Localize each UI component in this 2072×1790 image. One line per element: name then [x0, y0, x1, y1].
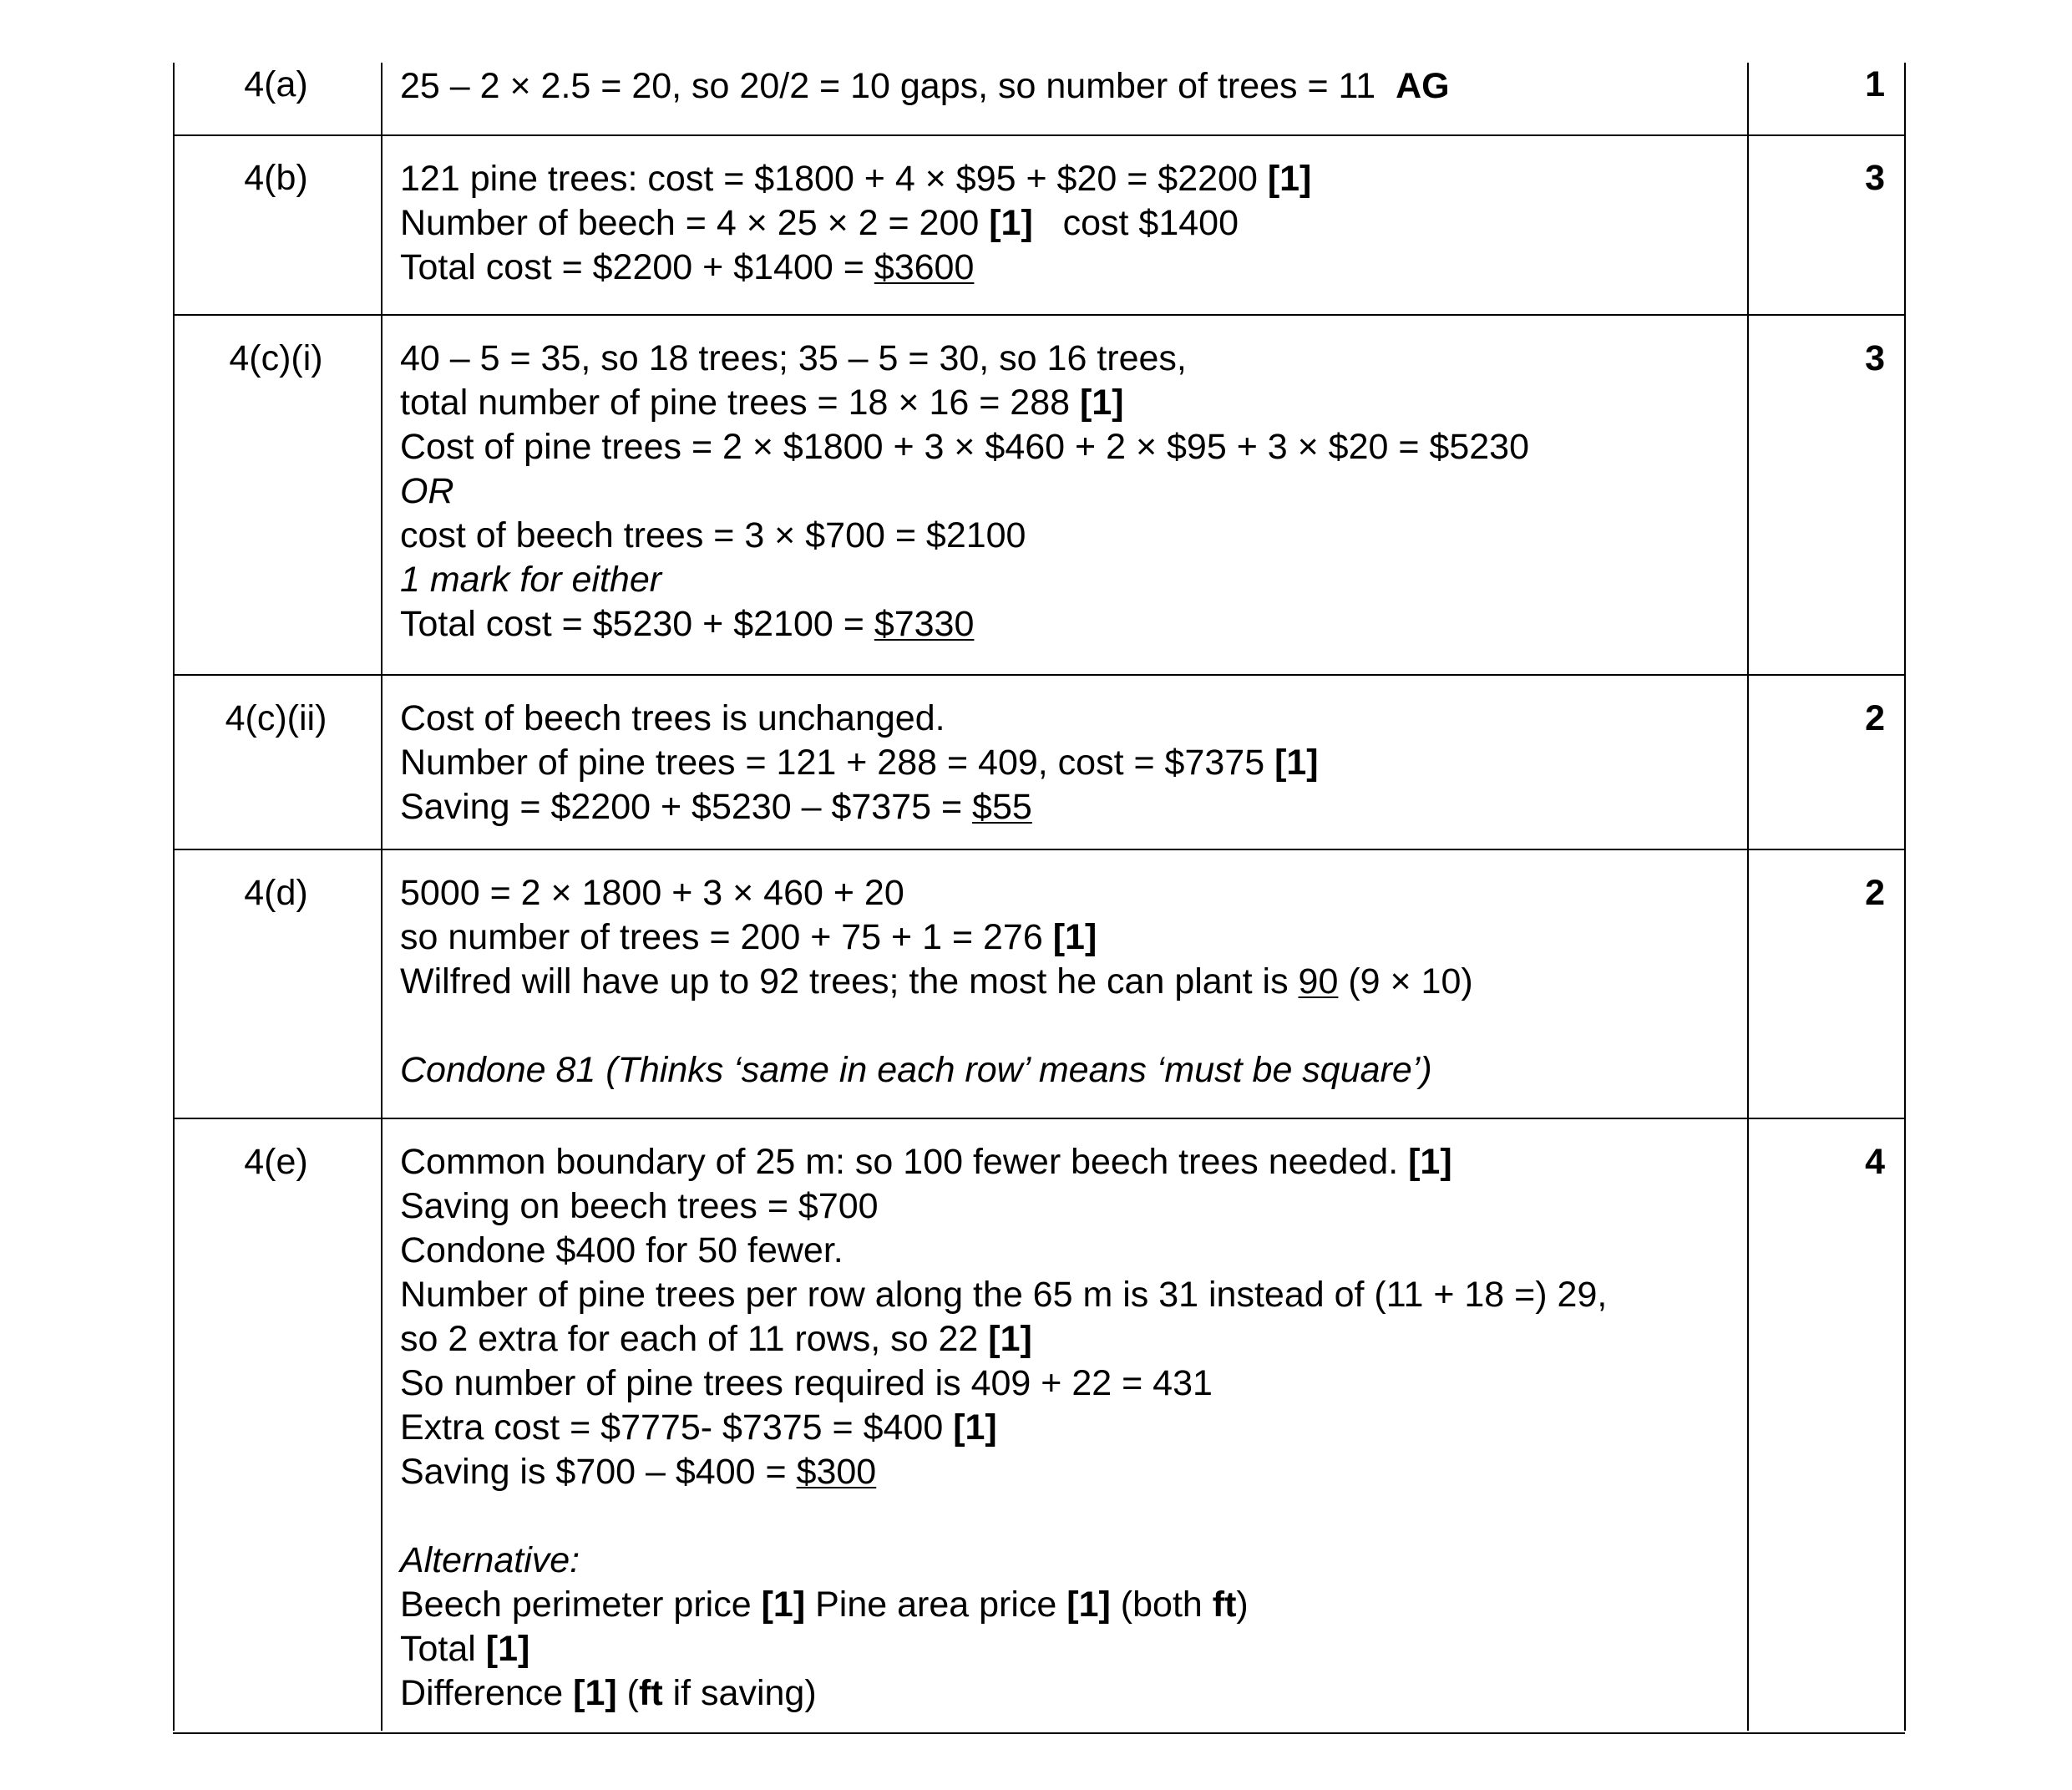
answer-line — [400, 1273, 1736, 1317]
answer-text: (9 × 10) — [1338, 961, 1473, 1001]
answer-text: Beech perimeter price — [400, 1585, 762, 1625]
marks-cell — [1749, 136, 1905, 314]
answer-line — [400, 602, 1736, 647]
table-row — [173, 63, 1905, 136]
mark-token: [1] — [1066, 1585, 1111, 1625]
answer-line — [400, 1450, 1736, 1494]
table-row — [173, 136, 1905, 316]
mark-token: [1] — [761, 1585, 806, 1625]
answer-line — [400, 1671, 1736, 1716]
answer-text: 121 pine trees: cost = $1800 + 4 × $95 + $20 = $2200 — [400, 159, 1268, 199]
final-answer: 90 — [1298, 961, 1339, 1001]
mark-token: AG — [1396, 66, 1450, 106]
marks-value: 4 — [1865, 1142, 1885, 1182]
answer-text: ) — [1236, 1585, 1249, 1625]
answer-text: Total — [400, 1629, 486, 1669]
answer-line — [400, 960, 1736, 1004]
final-answer: $55 — [972, 787, 1032, 827]
answer-cell — [400, 676, 1736, 849]
answer-line — [400, 1317, 1736, 1362]
mark-token: [1] — [573, 1673, 617, 1713]
answer-line — [400, 1627, 1736, 1671]
marks-cell — [1749, 850, 1905, 1118]
answer-line — [400, 64, 1736, 109]
answer-text: Saving = $2200 + $5230 – $7375 = — [400, 787, 973, 827]
answer-text: Number of pine trees per row along the 65 m is 31 instead of (11 + 18 =) 29, — [400, 1275, 1608, 1315]
answer-text: Total cost = $2200 + $1400 = — [400, 247, 874, 287]
answer-line — [400, 915, 1736, 960]
answer-text: (both — [1110, 1585, 1213, 1625]
answer-text: Pine area price — [805, 1585, 1067, 1625]
table-row — [173, 850, 1905, 1119]
answer-text: so number of trees = 200 + 75 + 1 = 276 — [400, 917, 1053, 957]
answer-line — [400, 871, 1736, 915]
answer-text: cost $1400 — [1032, 203, 1239, 243]
mark-token: [1] — [988, 1319, 1032, 1359]
examiner-note: OR — [400, 471, 454, 511]
mark-token: [1] — [989, 203, 1033, 243]
answer-line — [400, 246, 1736, 290]
marks-cell — [1749, 63, 1905, 134]
marks-value: 3 — [1865, 338, 1885, 378]
marks-value: 1 — [1865, 64, 1885, 104]
answer-line — [400, 1583, 1736, 1627]
examiner-note: 1 mark for either — [400, 560, 662, 600]
answer-line — [400, 1229, 1736, 1273]
question-number: 4(c)(ii) — [225, 698, 327, 738]
marks-cell — [1749, 316, 1905, 674]
answer-line — [400, 558, 1736, 602]
mark-token: [1] — [485, 1629, 530, 1669]
answer-line — [400, 469, 1736, 514]
answer-line — [400, 1048, 1736, 1093]
answer-cell — [400, 1119, 1736, 1732]
answer-text: Total cost = $5230 + $2100 = — [400, 604, 874, 644]
answer-cell — [400, 136, 1736, 314]
mark-token: [1] — [953, 1407, 997, 1448]
marks-cell — [1749, 676, 1905, 849]
answer-cell — [400, 63, 1736, 134]
answer-line — [400, 425, 1736, 469]
question-number: 4(e) — [244, 1142, 308, 1182]
mark-token: ft — [1212, 1585, 1237, 1625]
answer-text: Difference — [400, 1673, 574, 1713]
answer-line — [400, 1539, 1736, 1583]
answer-line — [400, 514, 1736, 558]
answer-cell — [400, 850, 1736, 1118]
answer-text: Wilfred will have up to 92 trees; the most he can plant is — [400, 961, 1299, 1001]
question-number: 4(c)(i) — [229, 338, 323, 378]
mark-token: [1] — [1079, 383, 1124, 423]
marks-value: 2 — [1865, 873, 1885, 913]
examiner-note: Alternative: — [400, 1540, 580, 1580]
answer-text: Cost of pine trees = 2 × $1800 + 3 × $460 + 2 × $95 + 3 × $20 = $5230 — [400, 427, 1530, 467]
answer-text: so 2 extra for each of 11 rows, so 22 — [400, 1319, 989, 1359]
final-answer: $300 — [796, 1452, 877, 1492]
answer-cell — [400, 316, 1736, 674]
answer-text: Number of pine trees = 121 + 288 = 409, cost = $7375 — [400, 743, 1275, 783]
answer-text: So number of pine trees required is 409 + 22 = 431 — [400, 1363, 1213, 1403]
question-number: 4(d) — [244, 873, 308, 913]
marks-value: 2 — [1865, 698, 1885, 738]
final-answer: $3600 — [874, 247, 975, 287]
mark-token: [1] — [1052, 917, 1097, 957]
answer-text: 25 – 2 × 2.5 = 20, so 20/2 = 10 gaps, so number of trees = 11 — [400, 66, 1396, 106]
answer-text: Saving on beech trees = $700 — [400, 1186, 879, 1226]
answer-line — [400, 201, 1736, 246]
answer-text: Common boundary of 25 m: so 100 fewer beech trees needed. — [400, 1142, 1409, 1182]
answer-line — [400, 697, 1736, 741]
answer-text: ( — [616, 1673, 639, 1713]
answer-text: 40 – 5 = 35, so 18 trees; 35 – 5 = 30, so 16 trees, — [400, 338, 1187, 378]
answer-line — [400, 381, 1736, 425]
answer-line — [400, 1494, 1736, 1539]
answer-line — [400, 1184, 1736, 1229]
mark-token: [1] — [1408, 1142, 1452, 1182]
table-row — [173, 1119, 1905, 1734]
mark-scheme-table — [173, 63, 1905, 1734]
table-row — [173, 676, 1905, 850]
answer-text: if saving) — [662, 1673, 817, 1713]
answer-line — [400, 741, 1736, 785]
marks-value: 3 — [1865, 158, 1885, 198]
answer-text: Cost of beech trees is unchanged. — [400, 698, 945, 738]
answer-line — [400, 337, 1736, 381]
answer-line — [400, 157, 1736, 201]
marks-cell — [1749, 1119, 1905, 1732]
answer-text: 5000 = 2 × 1800 + 3 × 460 + 20 — [400, 873, 904, 913]
answer-line — [400, 1406, 1736, 1450]
answer-text: Extra cost = $7775- $7375 = $400 — [400, 1407, 954, 1448]
answer-line — [400, 785, 1736, 829]
mark-token: [1] — [1274, 743, 1319, 783]
answer-text: Condone $400 for 50 fewer. — [400, 1230, 843, 1270]
examiner-note: Condone 81 (Thinks ‘same in each row’ means ‘must be square’) — [400, 1050, 1432, 1090]
mark-token: ft — [639, 1673, 663, 1713]
answer-text: cost of beech trees = 3 × $700 = $2100 — [400, 515, 1026, 555]
table-row — [173, 316, 1905, 676]
question-number: 4(b) — [244, 158, 308, 198]
answer-text: total number of pine trees = 18 × 16 = 288 — [400, 383, 1080, 423]
answer-text: Saving is $700 – $400 = — [400, 1452, 797, 1492]
answer-text: Number of beech = 4 × 25 × 2 = 200 — [400, 203, 990, 243]
question-number: 4(a) — [244, 64, 308, 104]
mark-token: [1] — [1267, 159, 1312, 199]
answer-line — [400, 1004, 1736, 1048]
final-answer: $7330 — [874, 604, 975, 644]
answer-line — [400, 1362, 1736, 1406]
answer-line — [400, 1140, 1736, 1184]
